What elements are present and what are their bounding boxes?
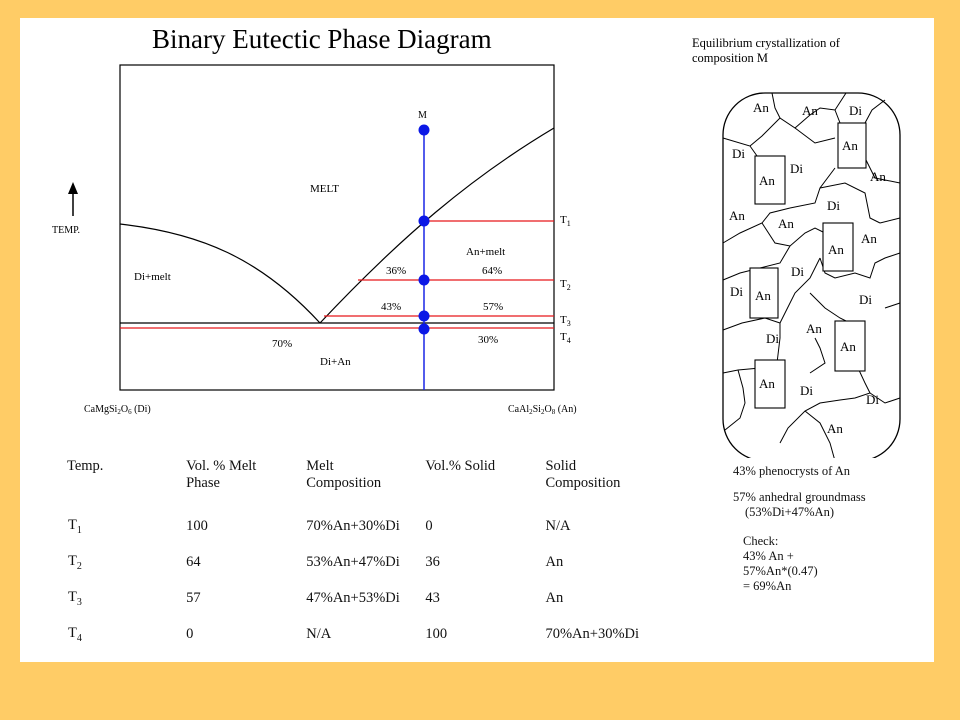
- pct-t4-right: 30%: [478, 334, 499, 346]
- point-t2: [419, 275, 430, 286]
- slide: [20, 18, 934, 662]
- grain-label: Di: [827, 198, 840, 213]
- grain-label: Di: [859, 292, 872, 307]
- grain-label: An: [842, 138, 858, 153]
- grain-label: Di: [730, 284, 743, 299]
- crystallization-table: [67, 458, 707, 652]
- t1-label: $T_1$: [560, 214, 571, 228]
- cell-melt-comp: N/A: [306, 625, 332, 642]
- t4-label: $T_4$: [560, 331, 571, 345]
- pct-t2-left: 36%: [386, 265, 407, 277]
- table-header-row: [67, 458, 707, 508]
- grain-label: An: [840, 339, 856, 354]
- endmember-di: $CaMgSi_2O_6$ (Di): [84, 404, 151, 416]
- header-temp: Temp.: [67, 458, 104, 474]
- grain-label: An: [802, 103, 818, 118]
- grain-label: Di: [766, 331, 779, 346]
- t3-label: $T_3$: [560, 314, 571, 328]
- cell-temp: $T_2$: [68, 552, 82, 572]
- check-line-4: = 69%An: [743, 579, 792, 593]
- grain-label: An: [759, 376, 775, 391]
- pct-t2-right: 64%: [482, 265, 503, 277]
- grain-label: An: [753, 100, 769, 115]
- phase-diagram-figure: [20, 18, 934, 458]
- check-line-3: 57%An*(0.47): [743, 564, 818, 578]
- groundmass-note-1: 57% anhedral groundmass: [733, 490, 866, 504]
- field-melt: MELT: [310, 183, 339, 195]
- grain-label: An: [870, 169, 886, 184]
- check-line-1: Check:: [743, 534, 779, 548]
- diagram-title: Binary Eutectic Phase Diagram: [152, 24, 492, 54]
- grain-label: An: [806, 321, 822, 336]
- cell-solid-comp: 70%An+30%Di: [545, 625, 640, 642]
- table-row: [67, 544, 707, 580]
- grain-label: An: [729, 208, 745, 223]
- t2-label: $T_2$: [560, 278, 571, 292]
- grain-label: Di: [790, 161, 803, 176]
- cell-melt-comp: 47%An+53%Di: [306, 589, 400, 606]
- grain-label: An: [759, 173, 775, 188]
- grain-label: An: [755, 288, 771, 303]
- pct-t3-left: 43%: [381, 301, 402, 313]
- grain-label: An: [861, 231, 877, 246]
- grain-label: Di: [800, 383, 813, 398]
- cell-solid-comp: An: [545, 589, 564, 606]
- grain-label: Di: [791, 264, 804, 279]
- cell-solid-vol: 36: [425, 553, 440, 570]
- header-solid-vol: Vol.% Solid: [425, 458, 496, 474]
- texture-heading-1: Equilibrium crystallization of: [692, 36, 840, 50]
- temp-arrow-head: [68, 182, 78, 194]
- groundmass-note-2: (53%Di+47%An): [745, 505, 834, 519]
- temp-axis-label: TEMP.: [52, 225, 81, 236]
- pct-t4-left: 70%: [272, 338, 293, 350]
- cell-solid-vol: 43: [425, 589, 440, 606]
- grain-label-an-bottom: An: [827, 421, 843, 436]
- cell-melt-vol: 0: [186, 625, 194, 642]
- field-an-melt: An+melt: [466, 246, 506, 258]
- cell-solid-vol: 100: [425, 625, 448, 642]
- an-liquidus-curve: [320, 128, 554, 323]
- point-t1: [419, 216, 430, 227]
- phenocrysts-note: 43% phenocrysts of An: [733, 464, 850, 478]
- cell-melt-vol: 100: [186, 517, 208, 534]
- table-row: [67, 616, 707, 652]
- header-melt-vol: Vol. % Melt Phase: [186, 458, 257, 491]
- table-row: [67, 508, 707, 544]
- grain-label: An: [778, 216, 794, 231]
- table-row: [67, 580, 707, 616]
- grain-label: Di: [732, 146, 745, 161]
- point-m: [419, 125, 430, 136]
- check-line-2: 43% An +: [743, 549, 794, 563]
- texture-notes: [733, 464, 933, 594]
- cell-melt-comp: 53%An+47%Di: [306, 553, 400, 570]
- cell-melt-vol: 64: [186, 553, 201, 570]
- grain-label: Di: [849, 103, 862, 118]
- pct-t3-right: 57%: [483, 301, 504, 313]
- point-t3: [419, 311, 430, 322]
- grain-label: An: [828, 242, 844, 257]
- field-di-melt: Di+melt: [134, 271, 171, 283]
- cell-melt-vol: 57: [186, 589, 201, 606]
- endmember-an: $CaAl_2Si_2O_8$ (An): [508, 404, 577, 416]
- cell-temp: $T_4$: [68, 624, 82, 644]
- cell-melt-comp: 70%An+30%Di: [306, 517, 400, 534]
- label-m: M: [418, 110, 427, 121]
- header-solid-comp: Solid Composition: [545, 458, 621, 491]
- cell-temp: $T_3$: [68, 588, 82, 608]
- field-di-an: Di+An: [320, 356, 351, 368]
- header-melt-comp: Melt Composition: [306, 458, 382, 491]
- texture-heading-2: composition M: [692, 51, 769, 65]
- point-t4: [419, 324, 430, 335]
- grain-label-di-bottom: Di: [866, 392, 879, 407]
- cell-solid-comp: An: [545, 553, 564, 570]
- an-phenocrysts: [750, 123, 866, 408]
- cell-solid-comp: N/A: [545, 517, 571, 534]
- cell-temp: $T_1$: [68, 516, 82, 536]
- cell-solid-vol: 0: [425, 517, 433, 534]
